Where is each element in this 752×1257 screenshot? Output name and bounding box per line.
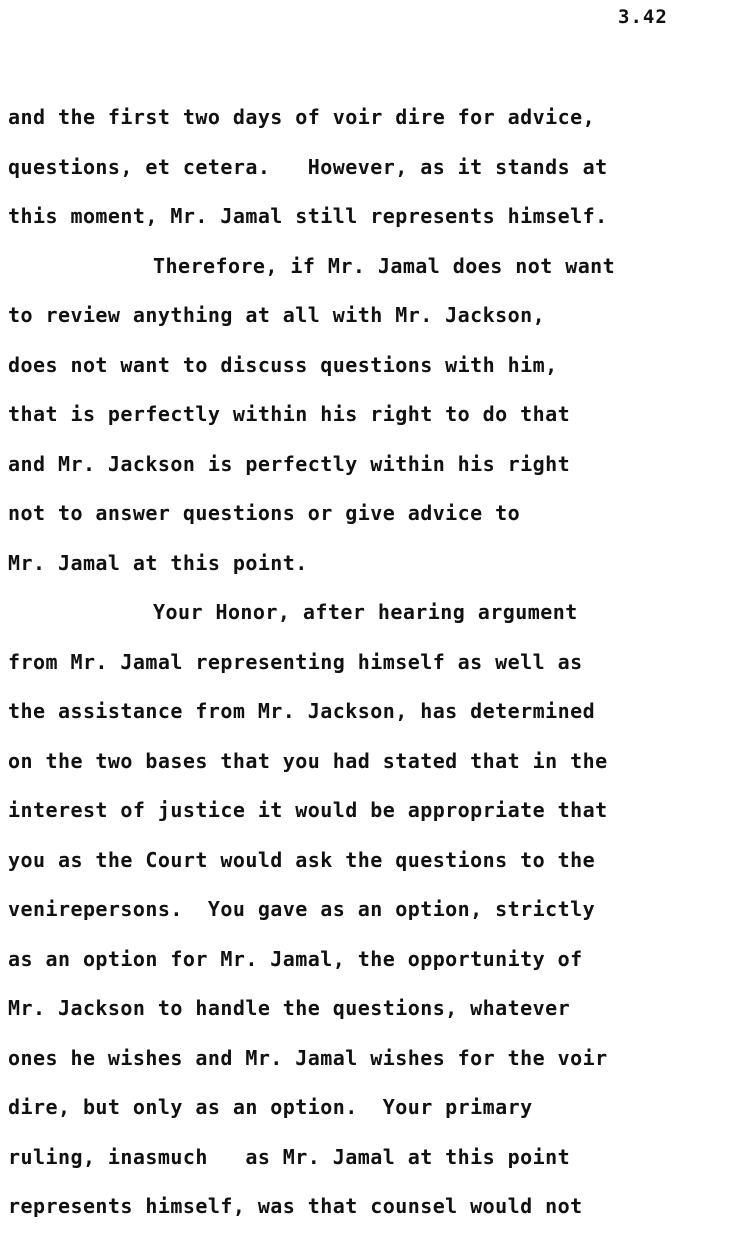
transcript-line: Mr. Jamal at this point.: [8, 550, 308, 575]
transcript-line: you as the Court would ask the questions to the: [8, 847, 596, 872]
transcript-line: Therefore, if Mr. Jamal does not want: [153, 253, 616, 278]
transcript-line: and Mr. Jackson is perfectly within his right: [8, 451, 571, 476]
transcript-line: as an option for Mr. Jamal, the opportunity of: [8, 946, 583, 971]
transcript-line: dire, but only as an option. Your primary: [8, 1095, 533, 1119]
transcript-line: from Mr. Jamal representing himself as well as: [8, 649, 583, 674]
transcript-line: does not want to discuss questions with him,: [8, 352, 558, 377]
transcript-line: this moment, Mr. Jamal still represents himself.: [8, 204, 608, 228]
transcript-body: [8, 102, 748, 1241]
transcript-line: Your Honor, after hearing argument: [153, 600, 578, 624]
transcript-line: ruling, inasmuch as Mr. Jamal at this point: [8, 1144, 571, 1169]
transcript-line: the assistance from Mr. Jackson, has determined: [8, 699, 596, 723]
transcript-line: represents himself, was that counsel would not: [8, 1194, 583, 1218]
transcript-line: to review anything at all with Mr. Jackson,: [8, 303, 546, 327]
transcript-line: on the two bases that you had stated that in the: [8, 748, 608, 773]
transcript-line: interest of justice it would be appropriate that: [8, 798, 608, 822]
transcript-line: venirepersons. You gave as an option, strictly: [8, 897, 596, 921]
transcript-line: and the first two days of voir dire for advice,: [8, 105, 596, 129]
transcript-line: Mr. Jackson to handle the questions, whatever: [8, 996, 571, 1020]
page-number: 3.42: [618, 6, 668, 28]
transcript-line: not to answer questions or give advice to: [8, 501, 521, 525]
transcript-line: ones he wishes and Mr. Jamal wishes for the voir: [8, 1045, 608, 1070]
transcript-line: questions, et cetera. However, as it stands at: [8, 154, 608, 179]
transcript-line: that is perfectly within his right to do that: [8, 402, 571, 426]
